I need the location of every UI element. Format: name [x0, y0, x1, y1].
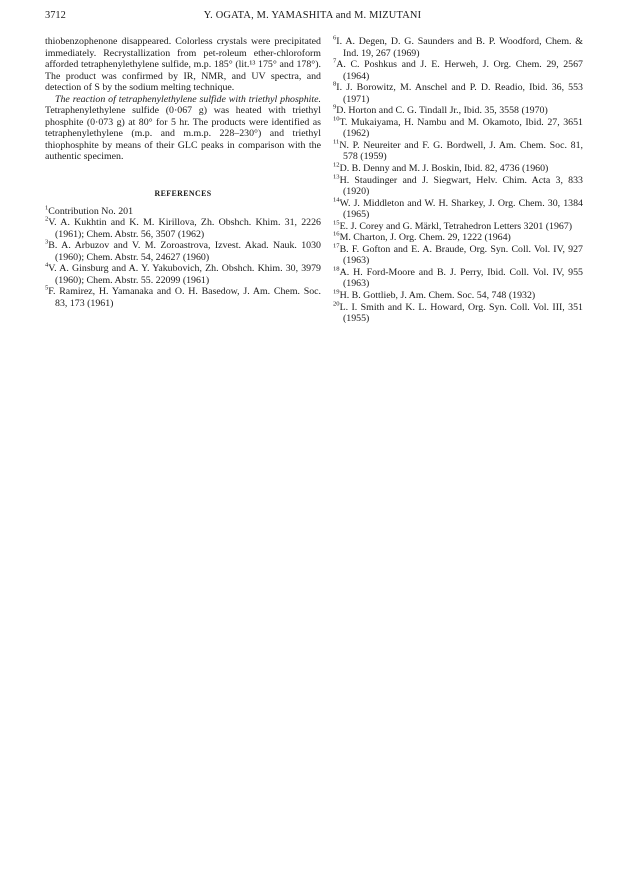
reference-item	[333, 244, 583, 267]
reference-text: I. A. Degen, D. G. Saunders and B. P. Woodford, Chem. & Ind. 19, 267 (1969)	[336, 36, 583, 59]
right-column	[333, 36, 583, 325]
reference-item	[333, 117, 583, 140]
reference-number: 10	[333, 115, 340, 123]
reference-list-left	[45, 206, 321, 310]
reference-text: I. J. Borowitz, M. Anschel and P. D. Readio, Ibid. 36, 553 (1971)	[336, 82, 583, 105]
reference-item	[333, 59, 583, 82]
reference-number: 20	[333, 300, 340, 308]
reference-text: H. Staudinger and J. Siegwart, Helv. Chim. Acta 3, 833 (1920)	[339, 174, 583, 198]
reference-number: 1	[45, 204, 49, 212]
running-head: Y. OGATA, M. YAMASHITA and M. MIZUTANI	[203, 10, 422, 21]
references-heading: REFERENCES	[154, 189, 212, 199]
reference-list-right	[333, 36, 583, 325]
reference-item	[333, 175, 583, 198]
reference-text: W. J. Middleton and W. H. Sharkey, J. Org. Chem. 30, 1384 (1965)	[339, 197, 583, 221]
reference-text: M. Charton, J. Org. Chem. 29, 1222 (1964)	[339, 232, 511, 244]
reference-number: 5	[45, 285, 49, 293]
reference-item	[333, 302, 583, 325]
reference-item	[333, 163, 583, 175]
reference-text: E. J. Corey and G. Märkl, Tetrahedron Letters 3201 (1967)	[339, 220, 573, 232]
reference-number: 4	[45, 262, 49, 269]
reference-text: H. B. Gottlieb, J. Am. Chem. Soc. 54, 748 (1932)	[339, 290, 536, 302]
reference-text: Contribution No. 201	[48, 205, 134, 217]
reference-number: 7	[333, 57, 337, 65]
reference-number: 11	[333, 138, 340, 146]
reference-number: 9	[333, 103, 337, 111]
reference-item	[45, 240, 321, 263]
reference-text: B. F. Gofton and E. A. Braude, Org. Syn. Coll. Vol. IV, 927 (1963)	[339, 243, 583, 267]
reference-text: D. B. Denny and M. J. Boskin, Ibid. 82, 4736 (1960)	[339, 163, 549, 175]
reference-text: B. A. Arbuzov and V. M. Zoroastrova, Izvest. Akad. Nauk. 1030 (1960); Chem. Abstr. 54, 24627 (1960)	[48, 240, 321, 263]
reference-number: 12	[333, 161, 340, 169]
reference-number: 15	[333, 219, 340, 227]
section-subheading: The reaction of tetraphenylethylene sulfide with triethyl phosphite.	[55, 93, 321, 105]
reference-item	[333, 290, 583, 302]
reference-number: 14	[333, 196, 340, 204]
reference-item	[333, 198, 583, 221]
reference-number: 16	[333, 231, 340, 238]
reference-item	[333, 36, 583, 59]
reference-text: V. A. Ginsburg and A. Y. Yakubovich, Zh. Obshch. Khim. 30, 3979 (1960); Chem. Abstr. 55. 22099 (1961)	[48, 263, 321, 286]
reference-text: A. C. Poshkus and J. E. Herweh, J. Org. Chem. 29, 2567 (1964)	[336, 59, 583, 82]
reference-number: 6	[333, 34, 337, 42]
reference-text: T. Mukaiyama, H. Nambu and M. Okamoto, Ibid. 27, 3651 (1962)	[339, 116, 583, 140]
reference-item	[45, 206, 321, 218]
reference-item	[45, 286, 321, 309]
reference-text: D. Horton and C. G. Tindall Jr., Ibid. 35, 3558 (1970)	[336, 105, 548, 117]
left-column	[45, 36, 321, 309]
body-paragraph-reaction	[45, 94, 321, 163]
reference-number: 18	[333, 265, 340, 273]
reference-number: 17	[333, 242, 340, 250]
reference-text: N. P. Neureiter and F. G. Bordwell, J. Am. Chem. Soc. 81, 578 (1959)	[339, 139, 583, 163]
reference-item	[45, 217, 321, 240]
reference-item	[333, 82, 583, 105]
reference-number: 3	[45, 238, 49, 246]
reference-number: 19	[333, 288, 340, 296]
reference-number: 13	[333, 173, 340, 181]
page-header	[45, 10, 580, 26]
reference-text: A. H. Ford-Moore and B. J. Perry, Ibid. Coll. Vol. IV, 955 (1963)	[339, 266, 583, 290]
reference-item	[333, 221, 583, 233]
reference-text: F. Ramirez, H. Yamanaka and O. H. Basedow, J. Am. Chem. Soc. 83, 173 (1961)	[48, 286, 321, 309]
reference-text: L. I. Smith and K. L. Howard, Org. Syn. Coll. Vol. III, 351 (1955)	[339, 301, 583, 325]
reference-text: V. A. Kukhtin and K. M. Kirillova, Zh. Obshch. Khim. 31, 2226 (1961); Chem. Abstr. 56, 3507 (1962)	[48, 217, 321, 240]
reference-number: 2	[45, 215, 49, 223]
page-number: 3712	[45, 10, 66, 21]
reference-item	[333, 105, 583, 117]
reference-item	[333, 232, 583, 244]
reference-number: 8	[333, 80, 337, 88]
reference-item	[45, 263, 321, 286]
paragraph-text: Tetraphenylethylene sulfide (0·067 g) was heated with triethyl phosphite (0·073 g) at 80° for 5 hr. The products were identified as tetraphenylethylene (m.p. and m.m.p. 228–230°) and triethyl thiophosphite by means of their GLC peaks in comparison with the authentic specimen.	[45, 105, 321, 163]
reference-item	[333, 140, 583, 163]
reference-item	[333, 267, 583, 290]
body-paragraph: thiobenzophenone disappeared. Colorless crystals were precipitated immediately. Recrystallization from pet-roleum ether-chloroform afforded tetraphenylethylene sulfide, m.p. 185° (lit.¹³ 175° and 178°). The product was confirmed by IR, NMR, and UV spectra, and detection of S by the sodium melting technique.	[45, 36, 321, 94]
